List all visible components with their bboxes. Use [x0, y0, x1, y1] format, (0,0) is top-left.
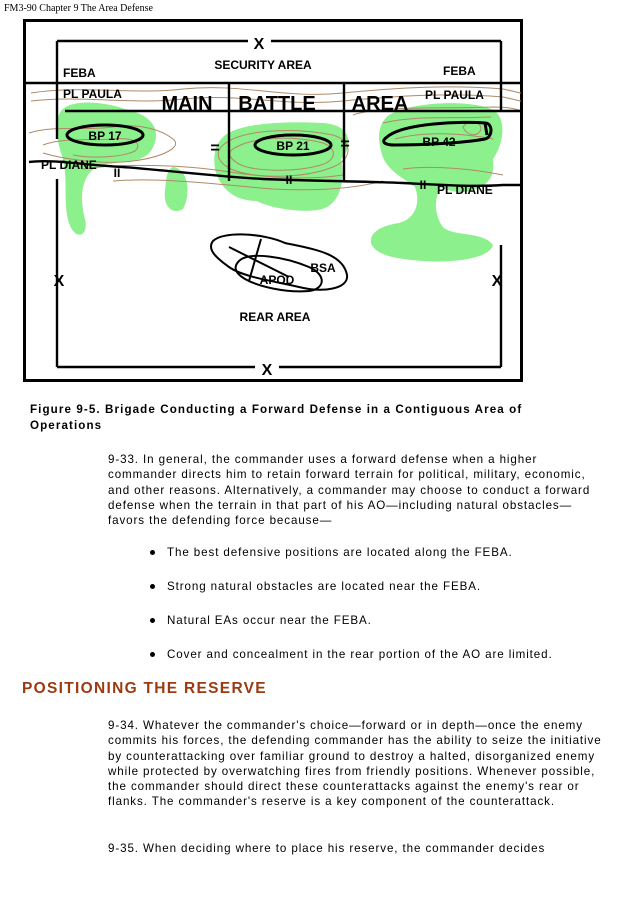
main-label: MAIN — [161, 93, 213, 115]
bullet-dot — [150, 652, 155, 657]
list-item: The best defensive positions are located along the FEBA. — [150, 545, 610, 579]
list-item: Strong natural obstacles are located near the FEBA. — [150, 579, 610, 613]
bp42-label: BP 42 — [422, 135, 456, 149]
security-area-label: SECURITY AREA — [214, 58, 312, 72]
pl-diane-right-label: PL DIANE — [437, 183, 493, 197]
pl-diane-left-label: PL DIANE — [41, 158, 97, 172]
bsa-label: BSA — [310, 261, 336, 275]
bp21-label: BP 21 — [276, 139, 310, 153]
apod-label: APOD — [259, 273, 295, 287]
pl-paula-right-label: PL PAULA — [425, 88, 484, 102]
rear-area-label: REAR AREA — [239, 310, 311, 324]
boundary-ii-2: II — [285, 173, 293, 187]
x-bottom-marker: X — [261, 362, 273, 379]
x-left-marker: X — [53, 273, 65, 290]
battle-label: BATTLE — [238, 93, 316, 115]
boundary-ii-3: II — [419, 178, 427, 192]
feba-left-label: FEBA — [63, 66, 96, 80]
figure-caption: Figure 9-5. Brigade Conducting a Forward Defense in a Contiguous Area of Operations — [30, 403, 523, 432]
equals-right: = — [340, 136, 350, 153]
area-label: AREA — [351, 93, 409, 115]
bullet-dot — [150, 618, 155, 623]
figure-diagram — [23, 19, 523, 382]
feba-right-label: FEBA — [443, 64, 476, 78]
list-item: Cover and concealment in the rear portion of the AO are limited. — [150, 647, 610, 681]
forward-defense-conditions-list — [150, 545, 610, 681]
bullet-dot — [150, 584, 155, 589]
bp17-label: BP 17 — [88, 129, 122, 143]
pl-paula-left-label: PL PAULA — [63, 87, 122, 101]
x-right-marker: X — [491, 273, 503, 290]
paragraph-9-35: 9-35. When deciding where to place his reserve, the commander decides — [108, 842, 546, 855]
list-item: Natural EAs occur near the FEBA. — [150, 613, 610, 647]
equals-left: = — [210, 140, 220, 157]
section-heading: POSITIONING THE RESERVE — [22, 680, 267, 697]
paragraph-9-33: 9-33. In general, the commander uses a forward defense when a higher commander directs him to retain forward terrain for political, military, economic, and other reasons. Alternatively, a commander may choose to conduct a forward defense when the terrain in that part of his AO—including natural obstacles—favors the defending force because— — [108, 453, 591, 528]
paragraph-9-34: 9-34. Whatever the commander's choice—forward or in depth—once the enemy commits his forces, the defending commander has the ability to seize the initiative by counterattacking over familiar ground to destroy a halted, disorganized enemy while protected by overwatching fires from friendly positions. Whenever possible, the commander should direct these counterattacks against the enemy's rear or flanks. The commander's reserve is a key component of the counterattack. — [108, 719, 602, 809]
brigade-forward-defense-figure — [23, 19, 523, 382]
x-top-marker: X — [253, 36, 265, 53]
bullet-dot — [150, 550, 155, 555]
running-head: FM3-90 Chapter 9 The Area Defense — [4, 3, 153, 14]
boundary-ii-1: II — [113, 166, 121, 180]
